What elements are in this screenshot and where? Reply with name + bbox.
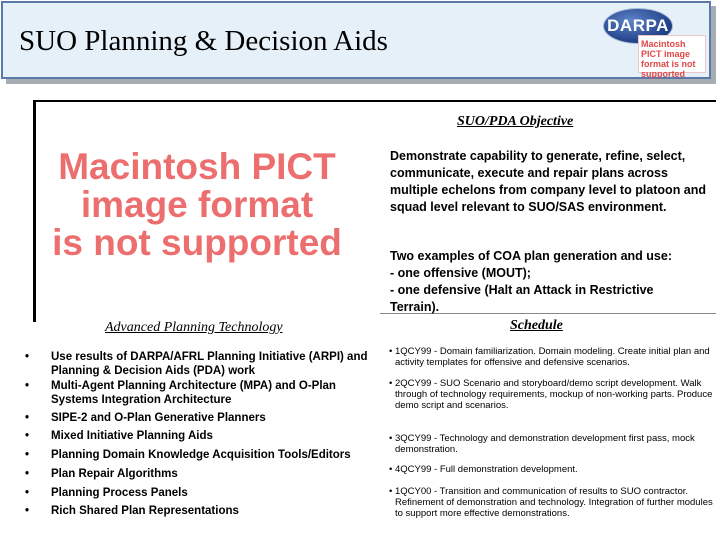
objective-heading: SUO/PDA Objective (457, 114, 574, 129)
bullet-icon: • (25, 412, 30, 424)
example-line: Two examples of COA plan generation and use: (390, 249, 672, 263)
bullet-icon: • (25, 351, 30, 363)
schedule-item: • 2QCY99 - SUO Scenario and storyboard/demo script development. Walk through of technology requirements, mockup of non-working parts. Produce demo script and scenarios. (389, 378, 713, 411)
bullet-icon: • (25, 380, 30, 392)
bullet-icon: • (25, 449, 30, 461)
schedule-item: • 1QCY99 - Domain familiarization. Domain modeling. Create initial plan and activity templates for offensive and defensive scenarios. (389, 346, 710, 368)
example-line: - one offensive (MOUT); (390, 266, 531, 280)
list-item: • Use results of DARPA/AFRL Planning Initiative (ARPI) and Planning & Decision Aids (PDA) work (25, 351, 368, 377)
schedule-item: • 1QCY00 - Transition and communication of results to SUO contractor. Refinement of demonstration and technology. Integration of further modules to support more effective demonstrations. (389, 486, 713, 519)
bullet-icon: • (25, 487, 30, 499)
pict-line-3: is not supported (52, 222, 342, 263)
list-item: • Multi-Agent Planning Architecture (MPA) and O-Plan Systems Integration Architecture (25, 380, 336, 406)
list-item: • SIPE-2 and O-Plan Generative Planners (25, 412, 266, 424)
pict-line-1: Macintosh PICT (58, 146, 336, 187)
bullet-icon: • (25, 430, 30, 442)
list-item: • Planning Process Panels (25, 487, 188, 499)
example-line: - one defensive (Halt an Attack in Restrictive (390, 283, 654, 297)
bullet-icon: • (25, 505, 30, 517)
objective-text: Demonstrate capability to generate, refine, select, communicate, execute and repair plans across multiple echelons from company level to platoon and squad level relevant to SUO/SAS environment. (390, 149, 707, 214)
schedule-heading: Schedule (510, 318, 563, 333)
title-bar (1, 1, 711, 79)
list-item: • Plan Repair Algorithms (25, 468, 178, 480)
example-line: Terrain). (390, 300, 440, 314)
darpa-logo-text: DARPA (607, 16, 669, 35)
list-item: • Mixed Initiative Planning Aids (25, 430, 213, 442)
objective-examples (390, 248, 715, 316)
list-item: • Rich Shared Plan Representations (25, 505, 239, 517)
small-pict-placeholder: Macintosh PICT image format is not supported (638, 35, 706, 73)
schedule-item: • 4QCY99 - Full demonstration development. (389, 464, 578, 475)
page-title: SUO Planning & Decision Aids (19, 25, 388, 57)
advanced-planning-heading: Advanced Planning Technology (105, 320, 283, 335)
list-item: • Planning Domain Knowledge Acquisition Tools/Editors (25, 449, 351, 461)
pict-line-2: image format (80, 184, 314, 225)
schedule-item: • 3QCY99 - Technology and demonstration development first pass, mock demonstration. (389, 433, 695, 455)
top-divider (33, 100, 716, 102)
pict-placeholder-image (22, 148, 372, 262)
bullet-icon: • (25, 468, 30, 480)
